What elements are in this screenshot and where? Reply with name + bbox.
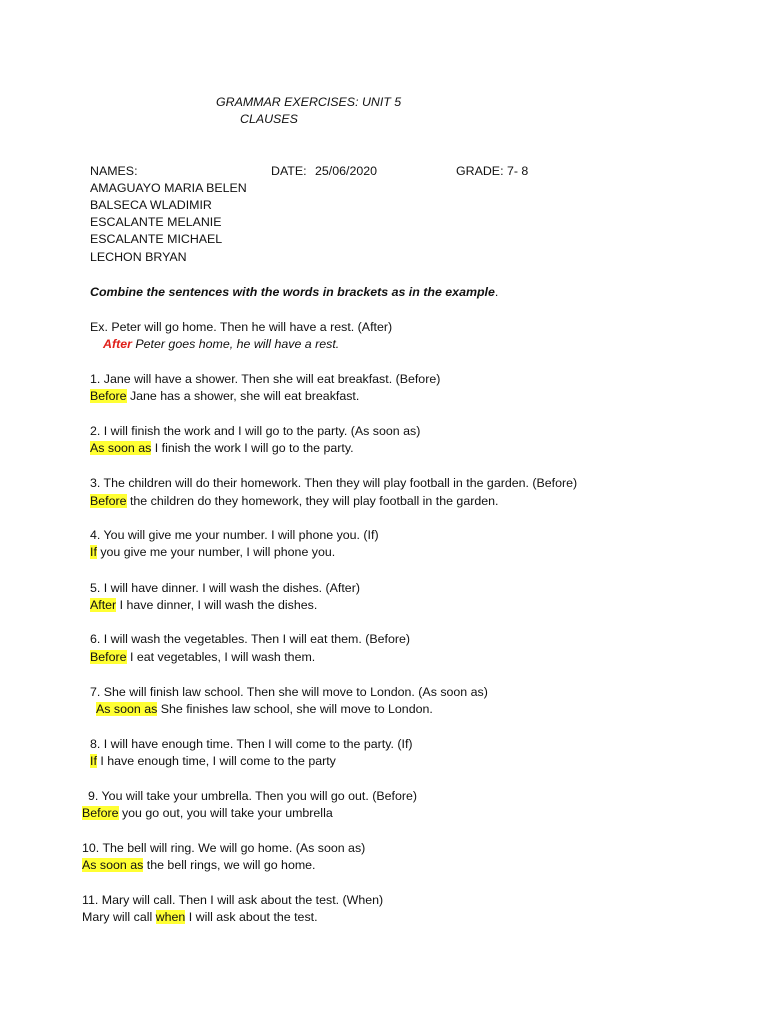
instruction-period: . [494,285,499,299]
answer-keyword: Before [90,650,127,664]
names-label: NAMES: [90,164,138,178]
example-answer-text: Peter goes home, he will have a rest. [131,337,340,351]
student-name: ESCALANTE MELANIE [90,215,222,229]
answer-keyword: Before [82,806,119,820]
answer-text: She finishes law school, she will move to London. [157,702,433,716]
answer-text: I finish the work I will go to the party. [151,441,354,455]
exercise-question: 10. The bell will ring. We will go home. (As soon as) [82,841,366,855]
exercise-answer [82,806,333,821]
answer-text: the bell rings, we will go home. [143,858,316,872]
answer-text: Jane has a shower, she will eat breakfast. [126,389,360,403]
exercise-answer [82,910,318,925]
student-name: BALSECA WLADIMIR [90,198,212,212]
exercise-question: 4. You will give me your number. I will phone you. (If) [90,528,379,542]
date-value: 25/06/2020 [315,164,378,178]
exercise-question: 1. Jane will have a shower. Then she will eat breakfast. (Before) [90,372,441,386]
exercise-question: 3. The children will do their homework. Then they will play football in the garden. (Before) [90,476,578,490]
exercise-question: 9. You will take your umbrella. Then you will go out. (Before) [88,789,417,803]
student-name: ESCALANTE MICHAEL [90,232,223,246]
answer-keyword: Before [90,389,127,403]
example-question: Ex. Peter will go home. Then he will have a rest. (After) [90,320,393,334]
answer-keyword: Before [90,494,127,508]
exercise-question: 7. She will finish law school. Then she will move to London. (As soon as) [90,685,488,699]
answer-text: you go out, you will take your umbrella [118,806,333,820]
answer-keyword: As soon as [82,858,144,872]
answer-text: you give me your number, I will phone you. [96,545,336,559]
answer-keyword: when [155,910,186,924]
grade-label: GRADE: 7- 8 [456,164,529,178]
instruction-text: Combine the sentences with the words in brackets as in the example [90,285,495,299]
example-keyword: After [103,337,132,351]
answer-keyword: As soon as [90,441,152,455]
answer-text: the children do they homework, they will play football in the garden. [126,494,499,508]
exercise-question: 2. I will finish the work and I will go to the party. (As soon as) [90,424,421,438]
answer-text: I eat vegetables, I will wash them. [126,650,316,664]
exercise-question: 5. I will have dinner. I will wash the dishes. (After) [90,581,360,595]
exercise-answer [90,441,354,456]
student-name: AMAGUAYO MARIA BELEN [90,181,247,195]
exercise-answer [96,702,433,717]
exercise-answer [90,598,317,613]
exercise-question: 6. I will wash the vegetables. Then I will eat them. (Before) [90,632,411,646]
exercise-answer [90,494,498,509]
answer-keyword: After [90,598,117,612]
date-label: DATE: [271,164,307,178]
answer-text: I have dinner, I will wash the dishes. [116,598,318,612]
example-answer [103,337,339,352]
answer-keyword: As soon as [96,702,158,716]
worksheet-subtitle: CLAUSES [240,112,298,126]
instruction [90,285,498,300]
exercise-answer [90,754,336,769]
exercise-answer [82,858,316,873]
answer-keyword: If [90,545,97,559]
answer-text: I will ask about the test. [185,910,318,924]
answer-keyword: If [90,754,97,768]
student-name: LECHON BRYAN [90,250,187,264]
answer-text-pre: Mary will call [82,910,156,924]
answer-text: I have enough time, I will come to the party [96,754,336,768]
exercise-question: 11. Mary will call. Then I will ask about the test. (When) [82,893,384,907]
exercise-answer [90,650,315,665]
exercise-answer [90,389,359,404]
worksheet-title: GRAMMAR EXERCISES: UNIT 5 [216,95,402,109]
exercise-question: 8. I will have enough time. Then I will come to the party. (If) [90,737,413,751]
exercise-answer [90,545,335,560]
